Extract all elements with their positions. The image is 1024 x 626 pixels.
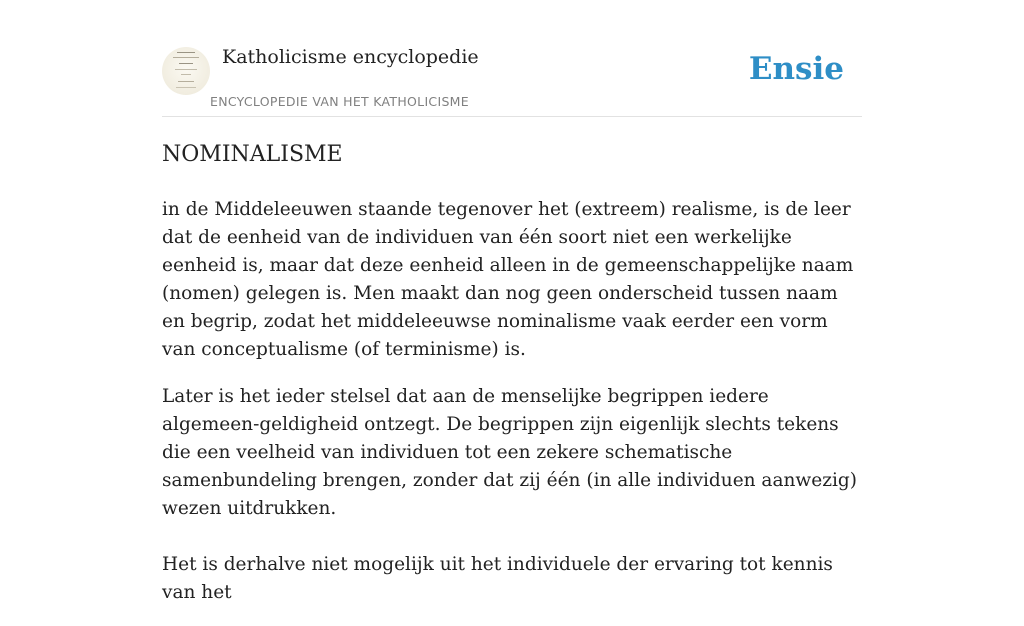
article-paragraph: Het is derhalve niet mogelijk uit het individuele der ervaring tot kennis van het xyxy=(162,554,833,603)
article-title: NOMINALISME xyxy=(162,142,343,167)
article-paragraph: in de Middeleeuwen staande tegenover het (extreem) realisme, is de leer dat de eenheid van de individuen van één soort niet een werkelijke eenheid is, maar dat deze eenheid alleen in de gemeenschappelijke naam (nomen) gelegen is. Men maakt dan nog geen onderscheid tussen naam en begrip, zodat het middeleeuwse nominalisme vaak eerder een vorm van conceptualisme (of terminisme) is. xyxy=(162,199,854,360)
article xyxy=(162,140,862,626)
site-title[interactable]: Katholicisme encyclopedie xyxy=(222,46,479,68)
site-header xyxy=(162,44,862,117)
article-paragraph: Later is het ieder stelsel dat aan de menselijke begrippen iedere algemeen-geldigheid ontzegt. De begrippen zijn eigenlijk slechts tekens die een veelheid van individuen tot een zekere schematische samenbundeling brengen, zonder dat zij één (in alle individuen aanwezig) wezen uitdrukken. xyxy=(162,386,857,519)
ensie-brand-link[interactable]: Ensie xyxy=(748,51,844,87)
site-subtitle: ENCYCLOPEDIE VAN HET KATHOLICISME xyxy=(210,94,469,109)
encyclopedia-cover-icon[interactable] xyxy=(162,47,210,95)
